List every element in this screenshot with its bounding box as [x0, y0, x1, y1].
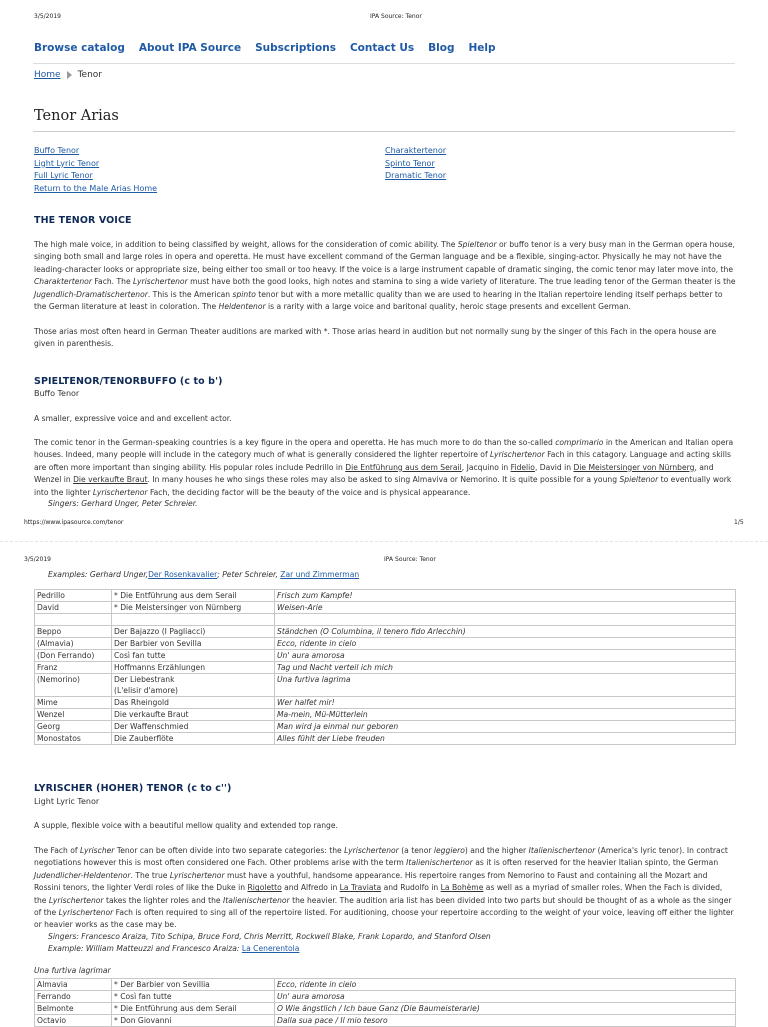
- opera-cell: * Così fan tutte: [112, 991, 275, 1003]
- role-cell: Wenzel: [35, 709, 112, 721]
- role-cell: Monostatos: [35, 733, 112, 745]
- opera-cell: Das Rheingold: [112, 697, 275, 709]
- aria-cell: Man wird ja einmal nur geboren: [275, 721, 736, 733]
- table-row: [35, 991, 736, 1003]
- opera-cell: Così fan tutte: [112, 650, 275, 662]
- nav-subscriptions[interactable]: Subscriptions: [255, 42, 336, 54]
- aria-cell: Tag und Nacht verteil ich mich: [275, 662, 736, 674]
- page-title: Tenor Arias: [34, 108, 119, 124]
- breadcrumb-home[interactable]: Home: [34, 70, 61, 80]
- role-cell: Octavio: [35, 1015, 112, 1027]
- aria-cell: Un' aura amorosa: [275, 991, 736, 1003]
- opera-cell: * Die Meistersinger von Nürnberg: [112, 602, 275, 614]
- nav-browse-catalog[interactable]: Browse catalog: [34, 42, 125, 54]
- chevron-right-icon: [67, 71, 72, 79]
- section-heading-tenor-voice: THE TENOR VOICE: [34, 215, 132, 226]
- aria-cell: Alles fühlt der Liebe freuden: [275, 733, 736, 745]
- section-subtitle-lyric: Light Lyric Tenor: [34, 797, 100, 806]
- table-row: [35, 709, 736, 721]
- role-cell: [35, 614, 112, 626]
- buffo-paragraph-2: The comic tenor in the German-speaking countries is a key figure in the opera and operetta. He has much more to do than the so-called comprimario in the American and Italian opera houses. Indeed, many people will include in the category much of what is generally considered the lighter repertoire of Lyrischertenor Fach in this catagory. Language and acting skills are often more important than singing ability. His popular roles include Pedrillo in Die Entführung aus dem Serail, Jacquino in Fidelio, David in Die Meistersinger von Nürnberg, and Wenzel in Die verkaufte Braut. In many houses he who sings these roles may also be asked to sing Almaviva or Nemorino. It is quite possible for a young Spieltenor to eventually work into the lighter Lyrischertenor Fach, the deciding factor will be the beauty of the voice and is physical appearance.: [34, 438, 734, 497]
- table-row: [35, 733, 736, 745]
- page-break: [0, 541, 768, 542]
- nav-divider: [33, 63, 735, 64]
- role-cell: Belmonte: [35, 1003, 112, 1015]
- voice-links-left: [34, 145, 157, 195]
- table-row: [35, 979, 736, 991]
- role-cell: Ferrando: [35, 991, 112, 1003]
- aria-cell: O Wie ängstlich / Ich baue Ganz (Die Baumeisterarie): [275, 1003, 736, 1015]
- print-title: IPA Source: Tenor: [370, 13, 422, 20]
- nav-contact[interactable]: Contact Us: [349, 42, 415, 54]
- buffo-aria-table: [34, 589, 736, 745]
- aria-cell: Una furtiva lagrima: [275, 674, 736, 697]
- opera-cell: Die Zauberflöte: [112, 733, 275, 745]
- print-page-number: 1/5: [734, 519, 744, 526]
- link-der-rosenkavalier[interactable]: Der Rosenkavalier: [148, 570, 218, 579]
- section-heading-lyrischer: LYRISCHER (HOHER) TENOR (c to c''): [34, 783, 232, 794]
- print-title-2: IPA Source: Tenor: [384, 556, 436, 563]
- link-charaktertenor[interactable]: Charaktertenor: [385, 146, 447, 155]
- aria-cell: Wer halfet mir!: [275, 697, 736, 709]
- buffo-paragraph-1: A smaller, expressive voice and and excellent actor.: [34, 414, 232, 423]
- section-subtitle-buffo: Buffo Tenor: [34, 389, 80, 398]
- table-row: [35, 626, 736, 638]
- buffo-examples: Examples: Gerhard Unger,Der Rosenkavalier; Peter Schreier, Zar und Zimmerman: [48, 570, 360, 579]
- opera-cell: * Der Barbier von Sevillia: [112, 979, 275, 991]
- opera-cell: Der Bajazzo (I Pagliacci): [112, 626, 275, 638]
- breadcrumb-current: Tenor: [77, 70, 102, 80]
- lyric-aria-table-body: [35, 979, 736, 1027]
- role-cell: (Nemorino): [35, 674, 112, 697]
- link-dramatic-tenor[interactable]: Dramatic Tenor: [385, 171, 447, 181]
- table-row: [35, 662, 736, 674]
- link-la-cenerentola[interactable]: La Cenerentola: [241, 944, 300, 953]
- opera-cell: Der Liebestrank (L'elisir d'amore): [112, 674, 275, 697]
- role-cell: Beppo: [35, 626, 112, 638]
- opera-cell: Die verkaufte Braut: [112, 709, 275, 721]
- table-row: [35, 674, 736, 697]
- aria-cell: Ma-mein, Mü-Mütterlein: [275, 709, 736, 721]
- link-buffo-tenor[interactable]: Buffo Tenor: [34, 146, 80, 155]
- lyric-example: Example: William Matteuzzi and Francesco Araiza: La Cenerentola: [48, 944, 300, 953]
- opera-cell: Der Barbier von Sevilla: [112, 638, 275, 650]
- table-row: [35, 614, 736, 626]
- opera-cell: Der Waffenschmied: [112, 721, 275, 733]
- link-male-arias-home[interactable]: Return to the Male Arias Home: [34, 183, 158, 193]
- table-row: [35, 590, 736, 602]
- aria-cell: [275, 614, 736, 626]
- role-cell: Georg: [35, 721, 112, 733]
- opera-cell: * Don Giovanni: [112, 1015, 275, 1027]
- link-full-lyric-tenor[interactable]: Full Lyric Tenor: [34, 171, 93, 181]
- table-row: [35, 602, 736, 614]
- main-nav: [34, 42, 510, 54]
- role-cell: Franz: [35, 662, 112, 674]
- table-row: [35, 650, 736, 662]
- link-spinto-tenor[interactable]: Spinto Tenor: [385, 158, 435, 168]
- tenor-voice-paragraph-1: The high male voice, in addition to being classified by weight, allows for the consideration of comic ability. The Spieltenor or buffo tenor is a very busy man in the German opera house, singing both small and large roles in opera and operetta. He must have excellent command of the German language and be a flexible, singing-actor. Physically he may not have the leading-character looks or appropriate size, being either too small or too heavy. If the voice is a large instrument capable of dramatic singing, the comic tenor may later move into, the Charaktertenor Fach. The Lyrischertenor must have both the good looks, high notes and stamina to sing a wide variety of literature. The true leading tenor of the German theater is the Jugendlich-Dramatischertenor. This is the American spinto tenor but with a more metallic quality than we are used to hearing in the Italian repertoire lending itself perhaps better to the German literature at least in coloration. The Heldentenor is a rarity with a large voice and baritonal quality, heroic stage presents and excellent German.: [34, 240, 736, 312]
- opera-cell: * Die Entführung aus dem Serail: [112, 590, 275, 602]
- buffo-singers: Singers: Gerhard Unger, Peter Schreier.: [48, 499, 198, 508]
- opera-cell: * Die Entführung aus dem Serail: [112, 1003, 275, 1015]
- section-heading-spieltenor: SPIELTENOR/TENORBUFFO (c to b'): [34, 376, 223, 387]
- print-url: https://www.ipasource.com/tenor: [24, 519, 124, 526]
- lyric-aria-table: [34, 978, 736, 1027]
- buffo-aria-table-body: [35, 590, 736, 745]
- link-zar-und-zimmerman[interactable]: Zar und Zimmerman: [280, 570, 360, 579]
- breadcrumb: [34, 70, 102, 80]
- nav-about[interactable]: About IPA Source: [138, 42, 242, 54]
- role-cell: David: [35, 602, 112, 614]
- lyric-table-caption: Una furtiva lagrimar: [34, 966, 111, 975]
- opera-cell: Hoffmanns Erzählungen: [112, 662, 275, 674]
- role-cell: (Almavia): [35, 638, 112, 650]
- table-row: [35, 1015, 736, 1027]
- aria-cell: Ecco, ridente in cielo: [275, 638, 736, 650]
- aria-cell: Ständchen (O Columbina, il tenero fido Arlecchin): [275, 626, 736, 638]
- aria-cell: Dalla sua pace / Il mio tesoro: [275, 1015, 736, 1027]
- lyric-singers: Singers: Francesco Araiza, Tito Schipa, Bruce Ford, Chris Merritt, Rockwell Blake, Frank Lopardo, and Stanford Olsen: [48, 932, 491, 941]
- nav-blog[interactable]: Blog: [428, 42, 455, 54]
- print-date: 3/5/2019: [34, 13, 61, 20]
- nav-help[interactable]: Help: [468, 42, 496, 54]
- aria-cell: Un' aura amorosa: [275, 650, 736, 662]
- aria-cell: Weisen-Arie: [275, 602, 736, 614]
- aria-cell: Ecco, ridente in cielo: [275, 979, 736, 991]
- lyric-paragraph-2: The Fach of Lyrischer Tenor can be often divide into two separate categories: the Lyrischertenor (a tenor leggiero) and the higher Italienischertenor (America's lyric tenor). In contract negotiations however this is most often considered one Fach. Other problems arise with the term Italienischertenor as it is often reserved for the heavier Italian spinto, the German Judendlicher-Heldentenor. The true Lyrischertenor must have a youthful, handsome appearance. His repertoire ranges from Nemorino to Faust and containing all the Mozart and Rossini tenors, the lighter Verdi roles of like the Duke in Rigoletto and Alfredo in La Traviata and Rudolfo in La Bohème as well as a myriad of smaller roles. When the Fach is divided, the Lyrischertenor takes the lighter roles and the Italienischertenor the heavier. The audition aria list has been divided into two parts but should be thought of as a whole as the singer of the Lyrischertenor Fach is often required to sing all of the repertoire listed. For auditioning, choose your repertoire according to the weight of your voice, leaving off either the lighter or heavier works as the case may be.: [34, 846, 734, 930]
- table-row: [35, 1003, 736, 1015]
- table-row: [35, 721, 736, 733]
- table-row: [35, 638, 736, 650]
- opera-cell: [112, 614, 275, 626]
- aria-cell: Frisch zum Kampfe!: [275, 590, 736, 602]
- role-cell: Pedrillo: [35, 590, 112, 602]
- tenor-voice-paragraph-2: Those arias most often heard in German Theater auditions are marked with *. Those arias heard in audition but not normally sung by the singer of this Fach in the opera house are given in parenthesis.: [34, 327, 717, 349]
- role-cell: (Don Ferrando): [35, 650, 112, 662]
- link-light-lyric-tenor[interactable]: Light Lyric Tenor: [34, 158, 100, 168]
- voice-links-right: [385, 145, 446, 183]
- lyric-paragraph-1: A supple, flexible voice with a beautiful mellow quality and extended top range.: [34, 821, 338, 830]
- role-cell: Almavia: [35, 979, 112, 991]
- table-row: [35, 697, 736, 709]
- print-date-2: 3/5/2019: [24, 556, 51, 563]
- title-divider: [33, 131, 735, 132]
- role-cell: Mime: [35, 697, 112, 709]
